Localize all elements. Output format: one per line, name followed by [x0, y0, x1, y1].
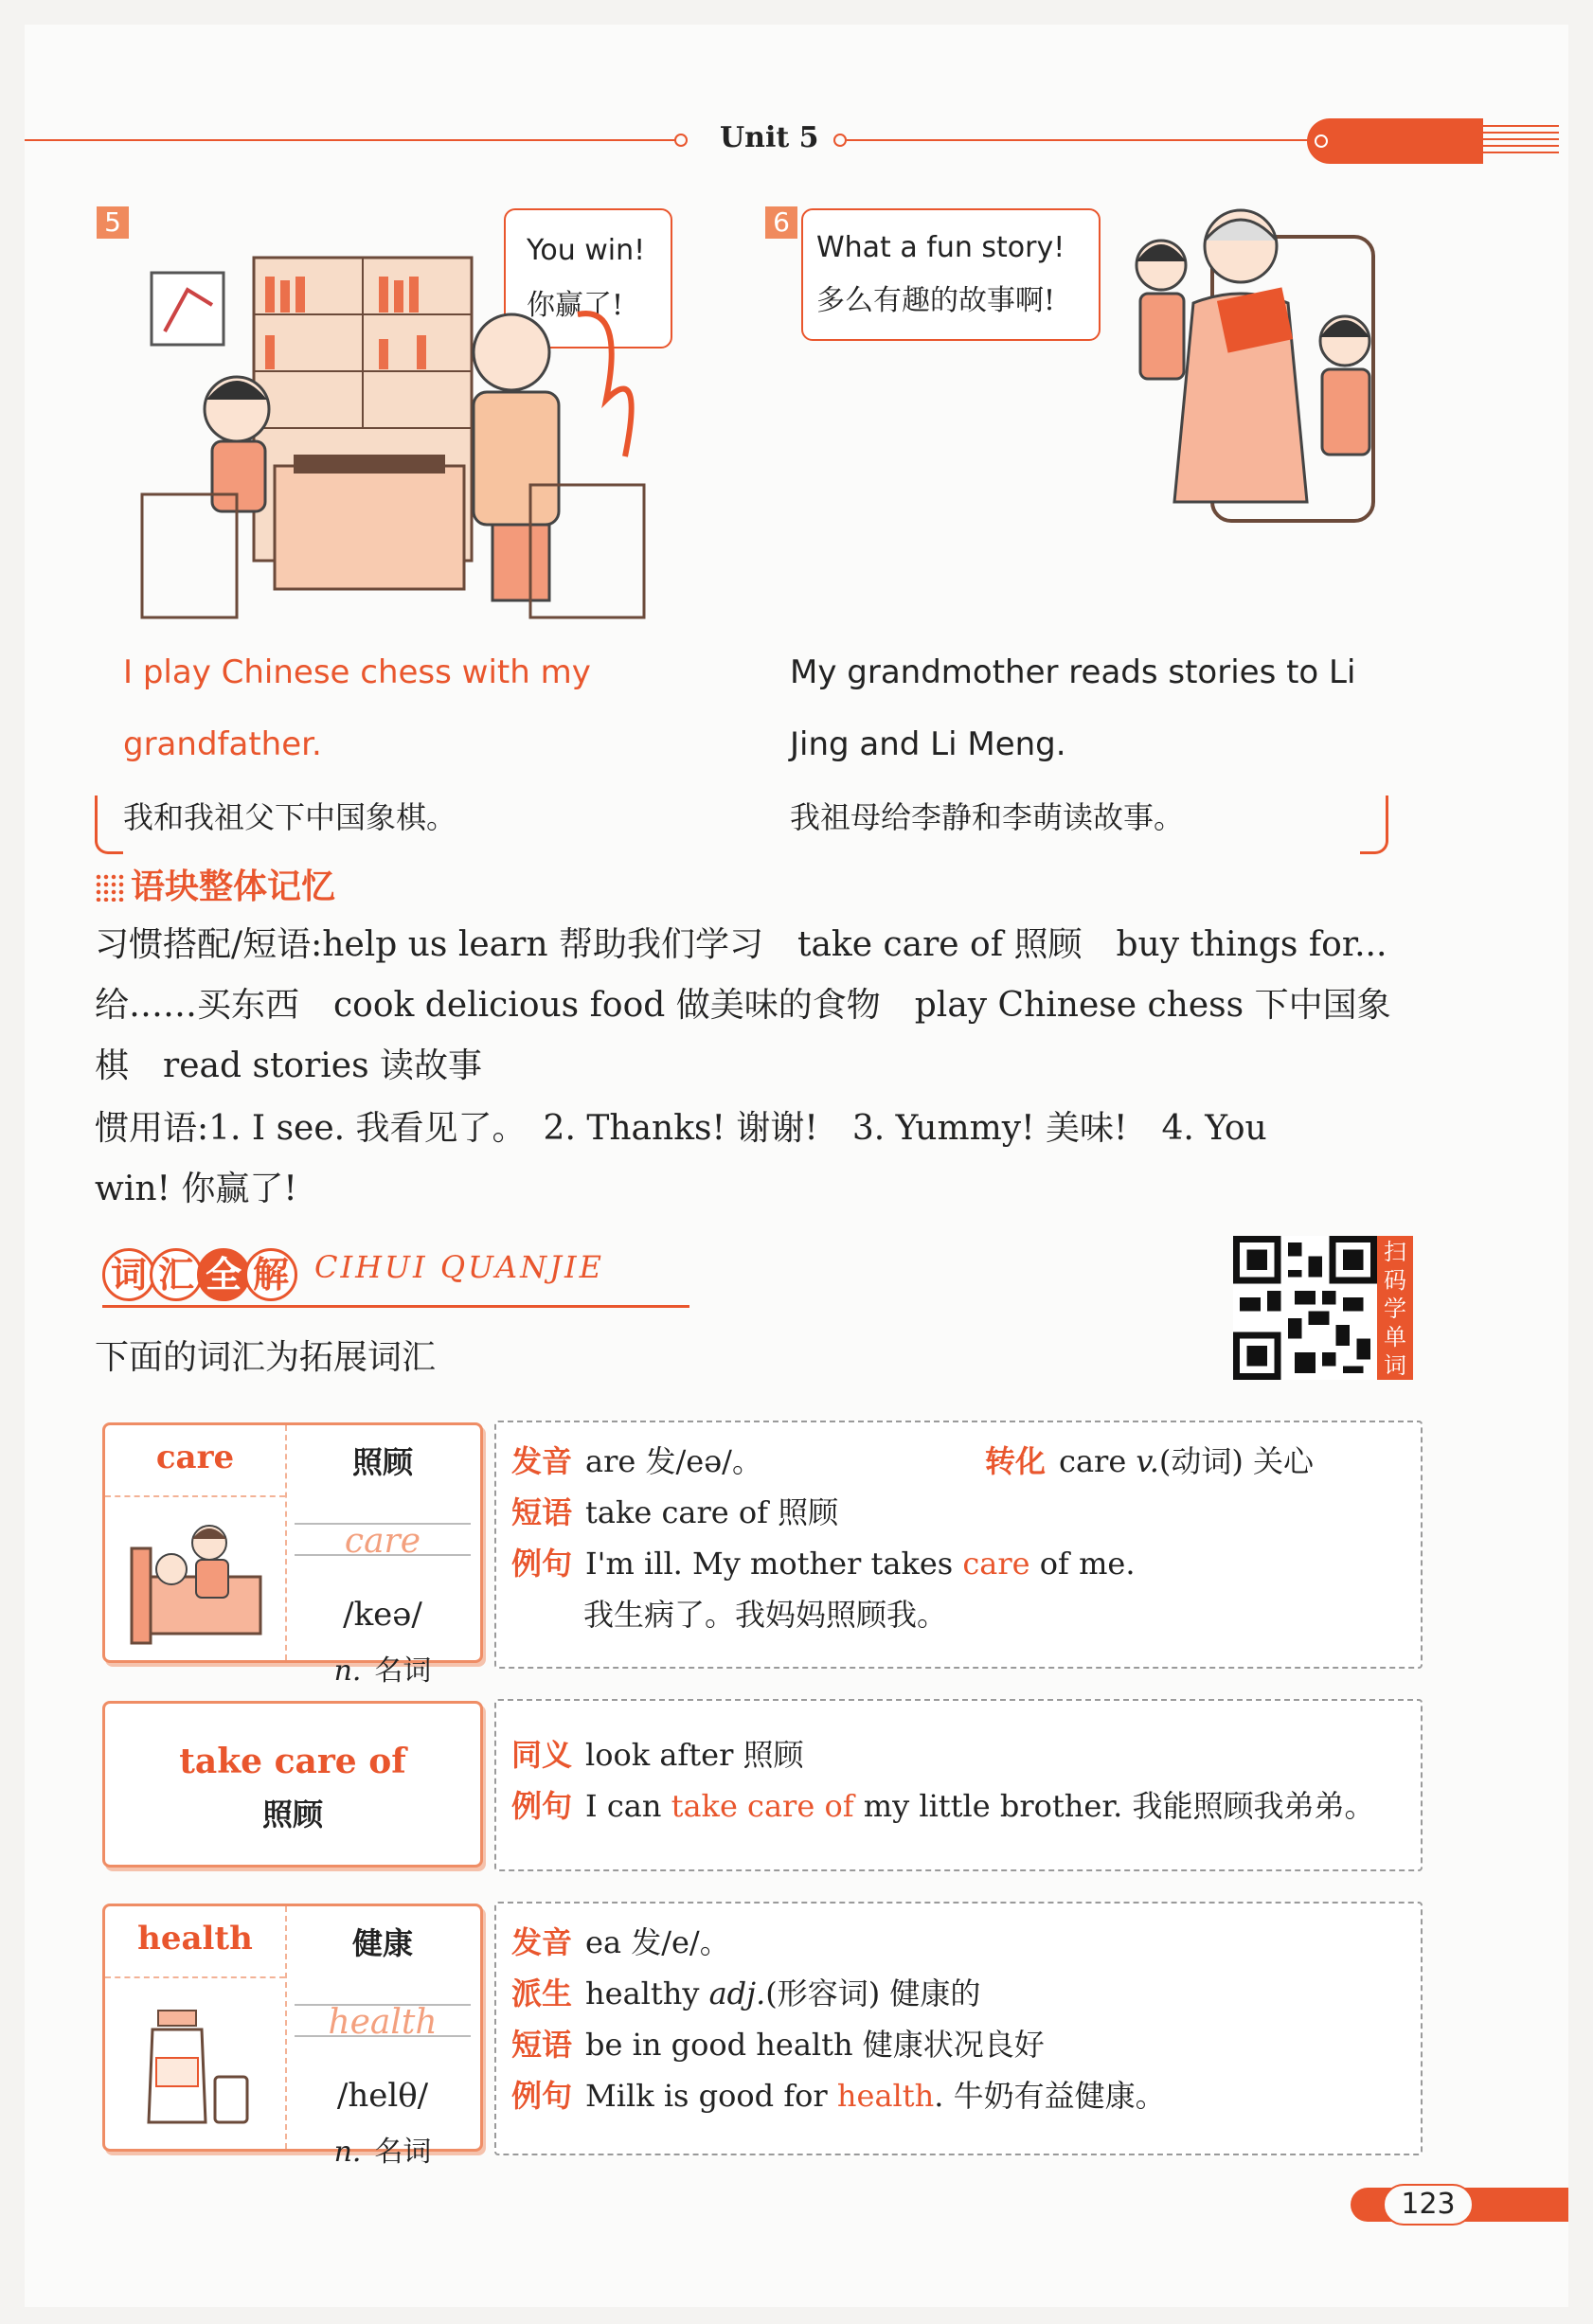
vocab-detail-take-care-of — [494, 1699, 1423, 1871]
collocations-block — [95, 915, 1430, 1097]
header-dot-left — [674, 134, 688, 147]
vocab-detail-health — [494, 1902, 1423, 2155]
vocab-pos — [285, 1647, 480, 1689]
conversion-pos: v. — [1136, 1443, 1159, 1479]
detail-row-derivative — [511, 1968, 1405, 2019]
pronunciation-text: ea 发/e/。 — [585, 1924, 730, 1960]
header-rule-right — [847, 139, 1311, 141]
label-synonym: 同义 — [511, 1737, 573, 1773]
bubble-en: What a fun story! — [816, 231, 1065, 264]
speech-bubble-6 — [801, 208, 1101, 341]
caption-6-line1: My grandmother reads stories to Li — [790, 653, 1356, 691]
page-number: 123 — [1383, 2184, 1474, 2226]
bubble-en: You win! — [527, 234, 646, 267]
example-part: Milk is good for — [585, 2078, 837, 2114]
heading-char: 解 — [244, 1248, 297, 1301]
derivative-word: healthy — [585, 1975, 700, 2011]
caption-5-line1: I play Chinese chess with my — [123, 653, 591, 691]
pos-abbr: n. — [333, 2136, 362, 2169]
example-part: I'm ill. My mother takes — [585, 1546, 963, 1582]
vocab-meaning: 健康 — [351, 1925, 413, 1961]
heading-pinyin: CIHUI QUANJIE — [314, 1249, 604, 1285]
phrase-text: be in good health 健康状况良好 — [585, 2027, 1045, 2063]
label-conversion: 转化 — [985, 1443, 1047, 1479]
derivative-meaning: (形容词) 健康的 — [765, 1975, 981, 2011]
vocab-card-take-care-of — [102, 1701, 483, 1868]
grid-icon — [95, 873, 125, 902]
vocab-meaning: 照顾 — [351, 1444, 413, 1480]
sick-child-in-bed-icon — [122, 1511, 270, 1649]
header-tab — [1307, 118, 1483, 164]
detail-row-example — [511, 1780, 1405, 1832]
caption-6-zh: 我祖母给李静和李萌读故事。 — [790, 799, 1185, 835]
label-pronunciation: 发音 — [511, 1443, 573, 1479]
derivative-pos: adj. — [708, 1975, 766, 2011]
scan-char: 扫 — [1384, 1239, 1406, 1265]
scan-char: 单 — [1384, 1324, 1406, 1350]
heading-char: 全 — [197, 1248, 250, 1301]
memory-heading — [95, 860, 335, 908]
synonym-text: look after 照顾 — [585, 1737, 804, 1773]
leaf-icon: ❦ — [1356, 2190, 1377, 2218]
label-phrase: 短语 — [511, 2027, 573, 2063]
caption-6-line2: Jing and Li Meng. — [790, 725, 1066, 763]
pos-abbr: n. — [333, 1654, 362, 1688]
qr-code-icon[interactable] — [1233, 1236, 1377, 1380]
conversion — [985, 1436, 1314, 1487]
vocab-word: care — [155, 1439, 235, 1476]
detail-row-pron — [511, 1436, 1405, 1487]
pronunciation-text: are 发/eə/。 — [585, 1443, 762, 1479]
vocab-ipa: /keə/ — [343, 1596, 422, 1634]
collocations-line: 棋 read stories 读故事 — [95, 1046, 483, 1085]
memory-heading-text: 语块整体记忆 — [131, 867, 336, 906]
label-example: 例句 — [511, 1546, 573, 1582]
story-scene-illustration — [1118, 199, 1402, 549]
detail-row-pron — [511, 1917, 1405, 1968]
expressions-line: win! 你赢了! — [95, 1170, 297, 1208]
chess-scene-illustration — [133, 248, 663, 627]
example-part: I can — [585, 1788, 671, 1824]
scan-char: 学 — [1384, 1296, 1406, 1322]
unit-title: Unit 5 — [720, 121, 819, 154]
trace-word: health — [295, 1990, 471, 2056]
vocab-card-care — [102, 1422, 483, 1688]
bubble-zh: 多么有趣的故事啊! — [816, 284, 1056, 317]
scan-char: 词 — [1384, 1352, 1406, 1379]
example-translation: 我生病了。我妈妈照顾我。 — [583, 1597, 948, 1633]
label-pronunciation: 发音 — [511, 1924, 573, 1960]
detail-row-example — [511, 1538, 1405, 1589]
trace-word: care — [295, 1509, 471, 1575]
vocab-section-heading — [102, 1248, 604, 1324]
label-example: 例句 — [511, 2078, 573, 2114]
detail-row-phrase — [511, 2019, 1405, 2070]
pos-zh: 名词 — [374, 1654, 432, 1688]
milk-bottle-icon — [143, 2001, 257, 2134]
phrase-text: take care of 照顾 — [585, 1494, 839, 1530]
example-part: my little brother. 我能照顾我弟弟。 — [853, 1788, 1375, 1824]
example-part: of me. — [1029, 1546, 1136, 1582]
expressions-block — [95, 1099, 1430, 1220]
caption-5-zh: 我和我祖父下中国象棋。 — [123, 799, 457, 835]
heading-char: 汇 — [150, 1248, 203, 1301]
collocations-line: 习惯搭配/短语:help us learn 帮助我们学习 take care of 照顾 buy things for... — [95, 925, 1387, 964]
detail-row-synonym — [511, 1729, 1405, 1780]
example-highlight: take care of — [671, 1788, 854, 1824]
panel-number-5: 5 — [97, 206, 129, 239]
header-rule-left — [25, 139, 678, 141]
heading-underline — [102, 1305, 689, 1308]
detail-row-phrase — [511, 1487, 1405, 1538]
label-example: 例句 — [511, 1788, 573, 1824]
panel-number-6: 6 — [765, 206, 797, 239]
detail-row-example — [511, 2070, 1405, 2121]
vocab-intro: 下面的词汇为拓展词汇 — [95, 1338, 437, 1377]
vocab-meaning: 照顾 — [261, 1797, 323, 1832]
scan-label — [1377, 1236, 1413, 1380]
conversion-word: care — [1059, 1443, 1127, 1479]
caption-5-en — [123, 636, 591, 780]
label-phrase: 短语 — [511, 1494, 573, 1530]
header-dot-right — [833, 134, 847, 147]
caption-5-line2: grandfather. — [123, 725, 322, 763]
heading-char: 词 — [102, 1248, 155, 1301]
vocab-word: take care of — [179, 1742, 406, 1781]
header-stripes — [1483, 125, 1559, 157]
vocab-word: health — [137, 1920, 253, 1958]
label-derivative: 派生 — [511, 1975, 573, 2011]
bubble-zh: 你赢了! — [527, 289, 624, 322]
vocab-detail-care — [494, 1421, 1423, 1669]
example-highlight: health — [836, 2078, 935, 2114]
vocab-ipa: /helθ/ — [336, 2077, 429, 2115]
example-highlight: care — [962, 1546, 1030, 1582]
scan-char: 码 — [1384, 1267, 1406, 1294]
vocab-pos — [285, 2128, 480, 2170]
collocations-line: 给……买东西 cook delicious food 做美味的食物 play Chinese chess 下中国象 — [95, 986, 1391, 1025]
expressions-line: 惯用语:1. I see. 我看见了。 2. Thanks! 谢谢! 3. Yummy! 美味! 4. You — [95, 1109, 1267, 1148]
caption-6-en — [790, 636, 1355, 780]
bracket-left — [95, 796, 123, 854]
pos-zh: 名词 — [374, 2136, 432, 2169]
vocab-card-health — [102, 1904, 483, 2169]
example-part: . 牛奶有益健康。 — [934, 2078, 1166, 2114]
conversion-meaning: (动词) 关心 — [1158, 1443, 1315, 1479]
bracket-right — [1360, 796, 1388, 854]
